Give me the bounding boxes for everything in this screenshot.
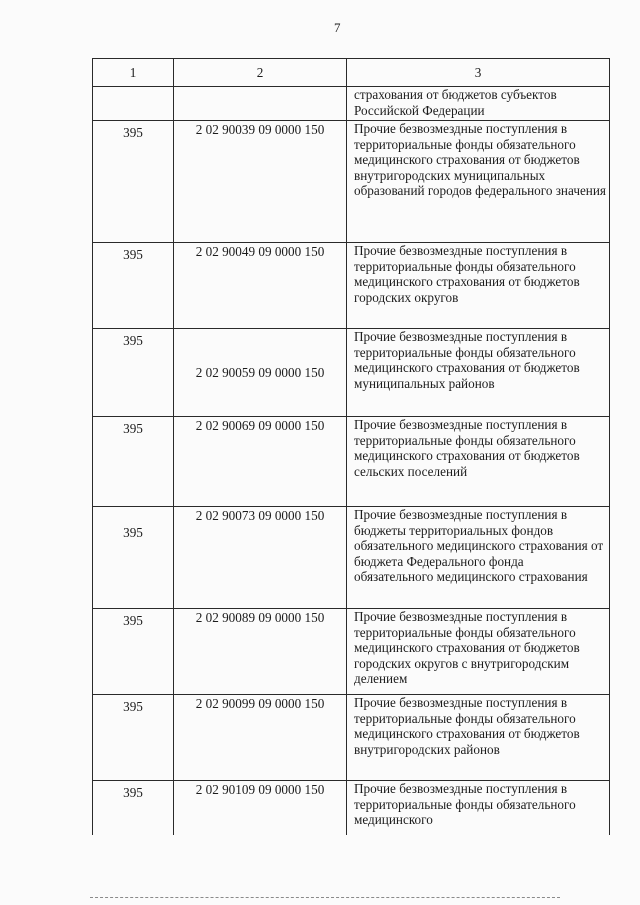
description-cell: Прочие безвозмездные поступления в территориальные фонды обязательного медицинского страхования от бюджетов сельских поселений xyxy=(347,417,610,507)
table-row xyxy=(93,609,610,695)
kbk-code-cell: 2 02 90073 09 0000 150 xyxy=(174,507,347,609)
description-cell: Прочие безвозмездные поступления в бюджеты территориальных фондов обязательного медицинского страхования от бюджета Федерального фонда обязательного медицинского страхования xyxy=(347,507,610,609)
table-header-row xyxy=(93,59,610,87)
description-cell: Прочие безвозмездные поступления в территориальные фонды обязательного медицинского страхования от бюджетов внутригородских муниципальных образований городов федерального значения xyxy=(347,121,610,243)
admin-code-cell: 395 xyxy=(93,507,174,609)
admin-code-cell: 395 xyxy=(93,243,174,329)
description-cell: Прочие безвозмездные поступления в территориальные фонды обязательного медицинского страхования от бюджетов городских округов xyxy=(347,243,610,329)
header-col-3: 3 xyxy=(347,59,610,87)
table-row xyxy=(93,329,610,417)
kbk-code-cell: 2 02 90039 09 0000 150 xyxy=(174,121,347,243)
kbk-code-cell: 2 02 90109 09 0000 150 xyxy=(174,781,347,835)
table-row xyxy=(93,695,610,781)
header-col-1: 1 xyxy=(93,59,174,87)
admin-code-cell: 395 xyxy=(93,329,174,417)
table-row xyxy=(93,507,610,609)
description-cell: Прочие безвозмездные поступления в территориальные фонды обязательного медицинского страхования от бюджетов внутригородских районов xyxy=(347,695,610,781)
description-cell: Прочие безвозмездные поступления в территориальные фонды обязательного медицинского страхования от бюджетов городских округов с внутригородским делением xyxy=(347,609,610,695)
kbk-code-cell: 2 02 90049 09 0000 150 xyxy=(174,243,347,329)
admin-code-cell: 395 xyxy=(93,781,174,835)
description-cell: страхования от бюджетов субъектов Российской Федерации xyxy=(347,87,610,121)
table-row xyxy=(93,87,610,121)
table-row xyxy=(93,781,610,835)
table-row xyxy=(93,417,610,507)
kbk-code-cell: 2 02 90089 09 0000 150 xyxy=(174,609,347,695)
admin-code-cell: 395 xyxy=(93,695,174,781)
description-cell: Прочие безвозмездные поступления в территориальные фонды обязательного медицинского страхования от бюджетов муниципальных районов xyxy=(347,329,610,417)
budget-classification-table xyxy=(92,58,610,835)
header-col-2: 2 xyxy=(174,59,347,87)
kbk-code-cell: 2 02 90059 09 0000 150 xyxy=(174,329,347,417)
scan-artifact-line xyxy=(90,897,560,898)
kbk-code-cell: 2 02 90099 09 0000 150 xyxy=(174,695,347,781)
admin-code-cell: 395 xyxy=(93,609,174,695)
admin-code-cell: 395 xyxy=(93,417,174,507)
table-row xyxy=(93,121,610,243)
admin-code-cell: 395 xyxy=(93,121,174,243)
page-number: 7 xyxy=(334,20,341,35)
table-row xyxy=(93,243,610,329)
kbk-code-cell xyxy=(174,87,347,121)
description-cell: Прочие безвозмездные поступления в территориальные фонды обязательного медицинского xyxy=(347,781,610,835)
admin-code-cell xyxy=(93,87,174,121)
kbk-code-cell: 2 02 90069 09 0000 150 xyxy=(174,417,347,507)
